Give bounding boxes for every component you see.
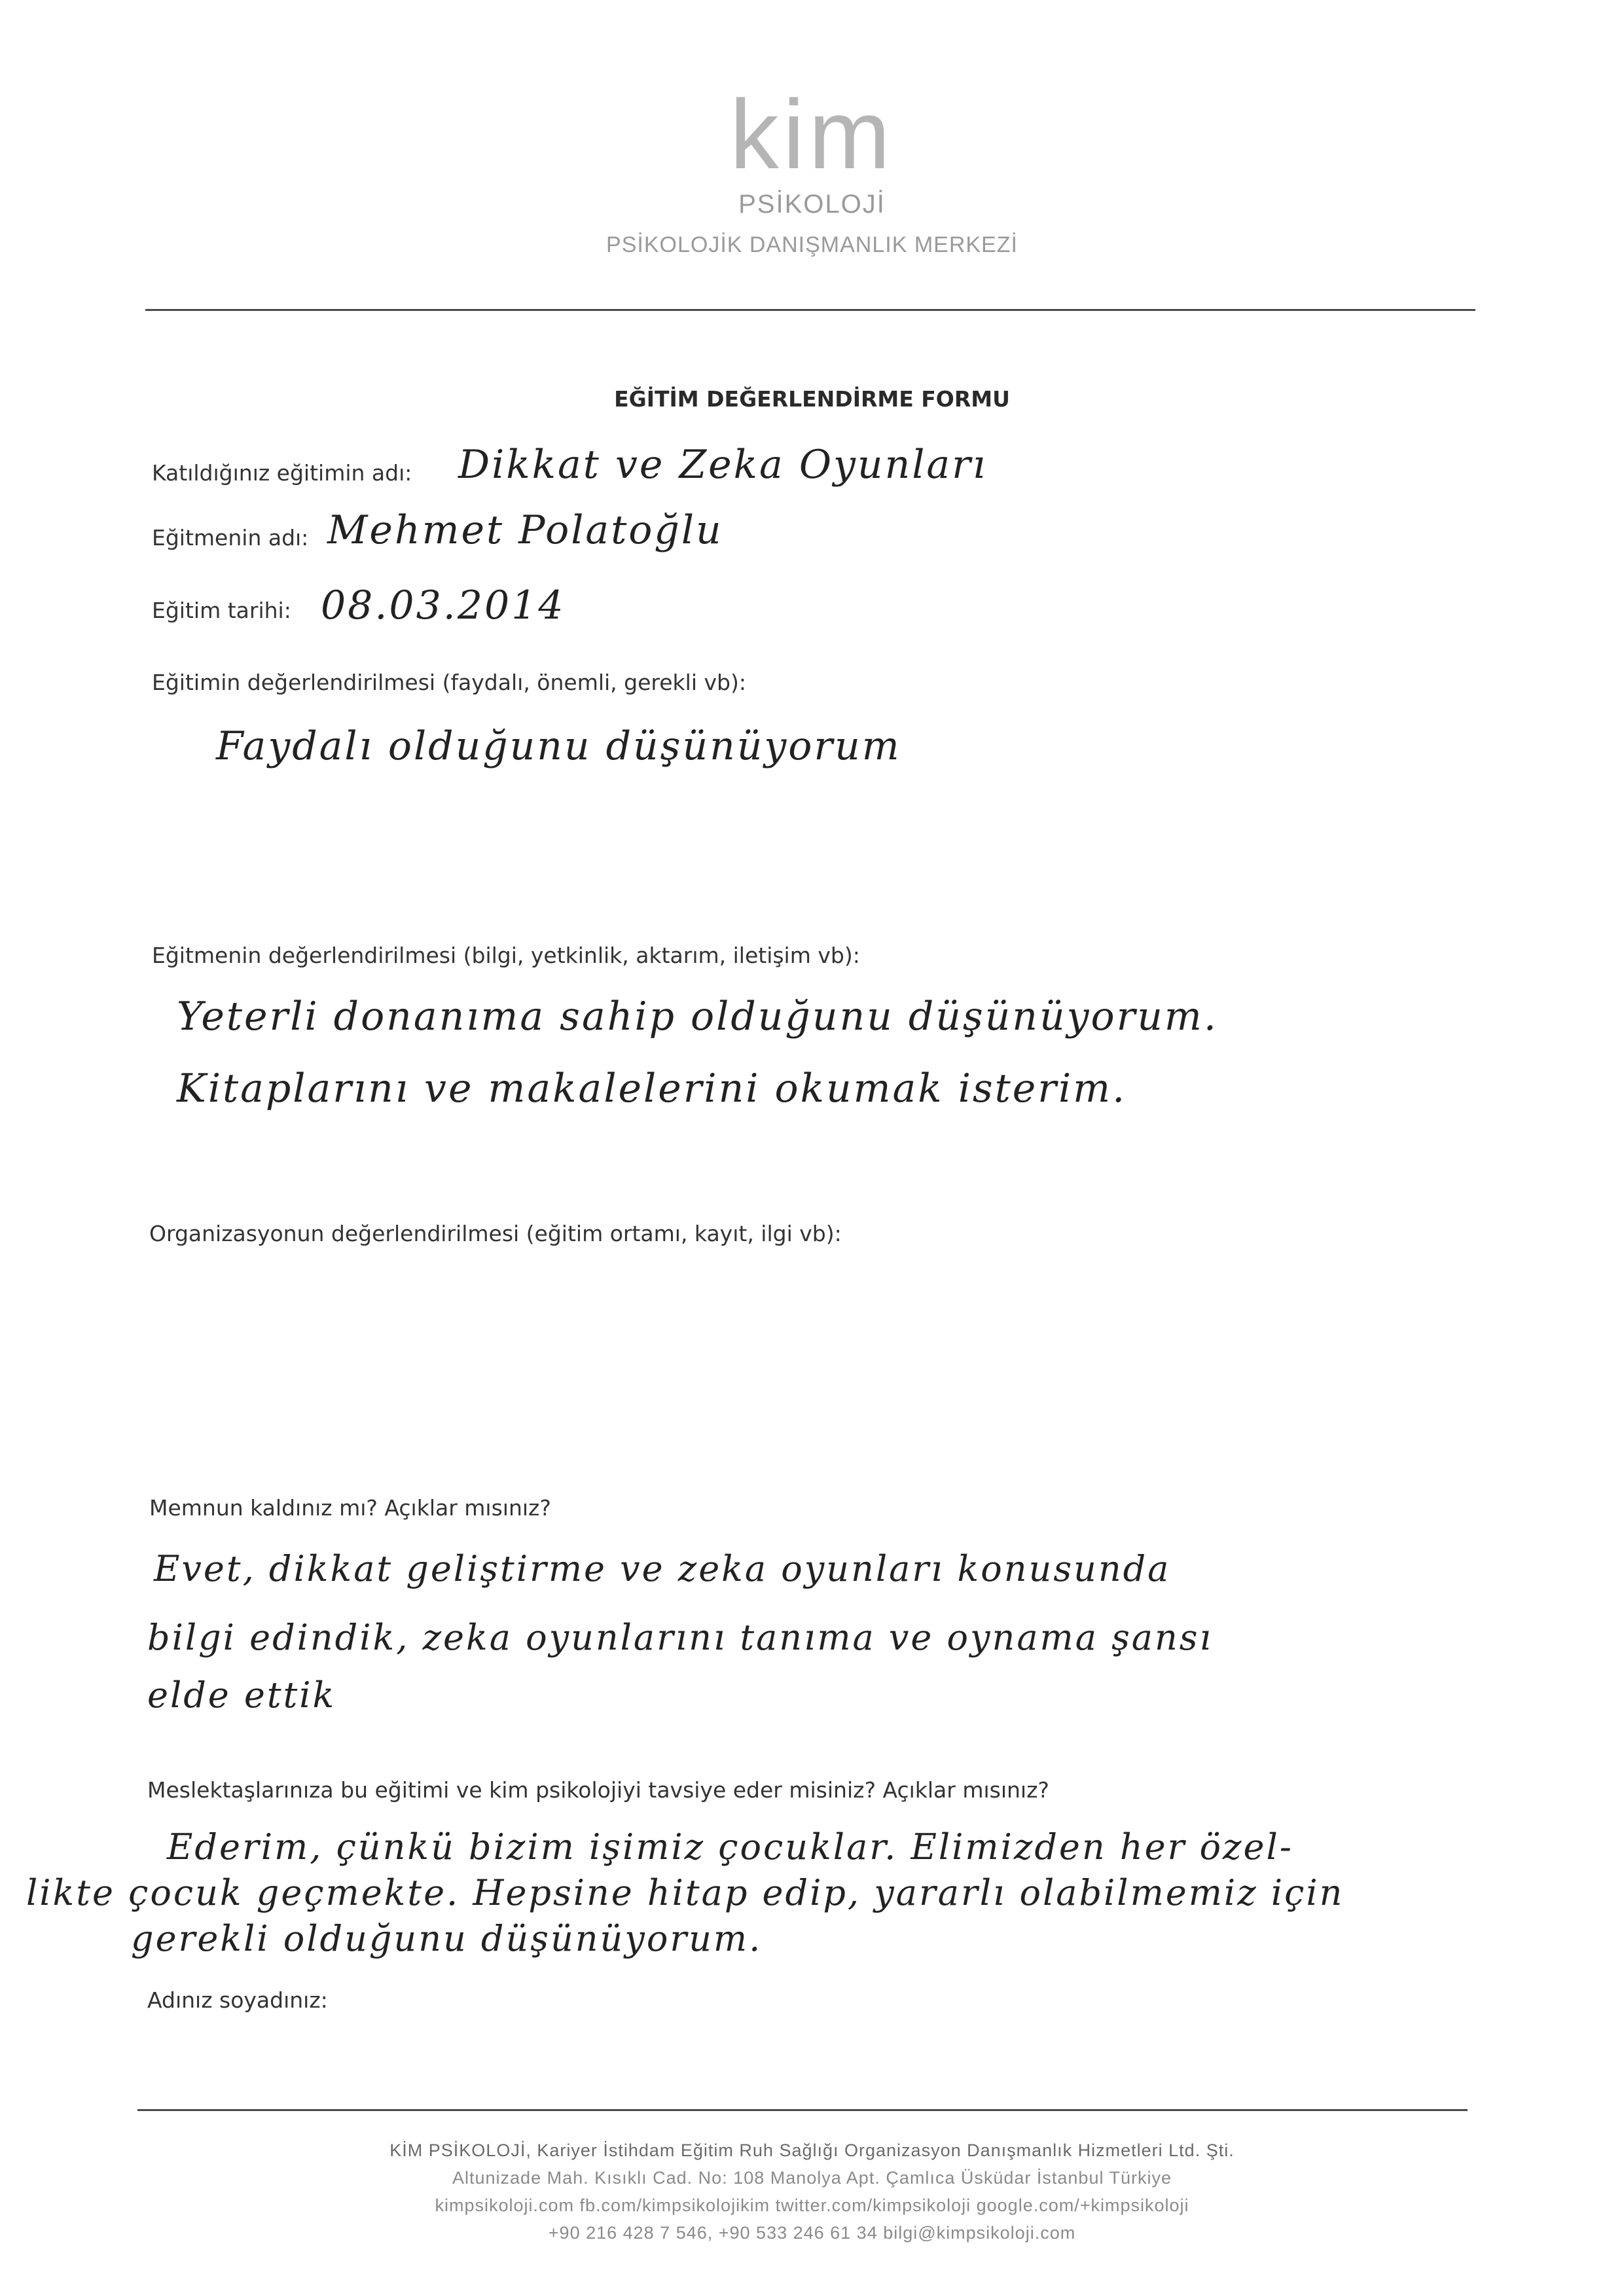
satisfaction-line: bilgi edindik, zeka oyunlarını tanıma ve oynama şansı [147, 1617, 1213, 1658]
recommend-line: gerekli olduğunu düşünüyorum. [131, 1918, 763, 1959]
training-name-value: Dikkat ve Zeka Oyunları [458, 442, 988, 488]
full-name-label: Adınız soyadınız: [147, 1987, 328, 2013]
footer-divider [137, 2109, 1468, 2111]
recommend-line: likte çocuk geçmekte. Hepsine hitap edip, yararlı olabilmemiz için [26, 1872, 1344, 1913]
training-eval-label: Eğitimin değerlendirilmesi (faydalı, önemli, gerekli vb): [152, 670, 746, 695]
trainer-name-label: Eğitmenin adı: [152, 525, 309, 551]
center-name: PSİKOLOJİK DANIŞMANLIK MERKEZİ [606, 232, 1018, 257]
trainer-name-value: Mehmet Polatoğlu [327, 507, 723, 553]
trainer-eval-label: Eğitmenin değerlendirilmesi (bilgi, yetkinlik, aktarım, iletişim vb): [152, 943, 860, 968]
training-date-value: 08.03.2014 [321, 583, 566, 628]
header-divider [145, 309, 1475, 311]
satisfaction-line: elde ettik [147, 1674, 336, 1716]
footer-contact: +90 216 428 7 546, +90 533 246 61 34 bilgi@kimpsikoloji.com [548, 2223, 1076, 2243]
training-eval-line: Faydalı olduğunu düşünüyorum [216, 723, 901, 769]
satisfaction-line: Evet, dikkat geliştirme ve zeka oyunları konusunda [154, 1548, 1171, 1589]
logo: kim [729, 79, 895, 189]
recommend-line: Ederim, çünkü bizim işimiz çocuklar. Elimizden her özel- [167, 1826, 1293, 1868]
training-date-label: Eğitim tarihi: [152, 598, 291, 623]
footer-web: kimpsikoloji.com fb.com/kimpsikolojikim twitter.com/kimpsikoloji google.com/+kimpsikoloji [435, 2196, 1189, 2215]
footer-address: Altunizade Mah. Kısıklı Cad. No: 108 Manolya Apt. Çamlıca Üsküdar İstanbul Türkiye [452, 2168, 1172, 2188]
training-name-label: Katıldığınız eğitimin adı: [152, 460, 412, 486]
logo-subtitle: PSİKOLOJİ [738, 190, 886, 219]
recommend-label: Meslektaşlarınıza bu eğitimi ve kim psikolojiyi tavsiye eder misiniz? Açıklar mısınız? [147, 1777, 1049, 1803]
trainer-eval-line: Yeterli donanıma sahip olduğunu düşünüyorum. [177, 994, 1218, 1039]
trainer-eval-line: Kitaplarını ve makalelerini okumak isterim. [177, 1066, 1127, 1111]
footer-company: KİM PSİKOLOJİ, Kariyer İstihdam Eğitim Ruh Sağlığı Organizasyon Danışmanlık Hizmetleri Ltd. Şti. [389, 2141, 1235, 2160]
organization-eval-label: Organizasyonun değerlendirilmesi (eğitim ortamı, kayıt, ilgi vb): [149, 1221, 842, 1246]
form-title: EĞİTİM DEĞERLENDİRME FORMU [614, 386, 1010, 412]
satisfaction-label: Memnun kaldınız mı? Açıklar mısınız? [149, 1495, 551, 1521]
